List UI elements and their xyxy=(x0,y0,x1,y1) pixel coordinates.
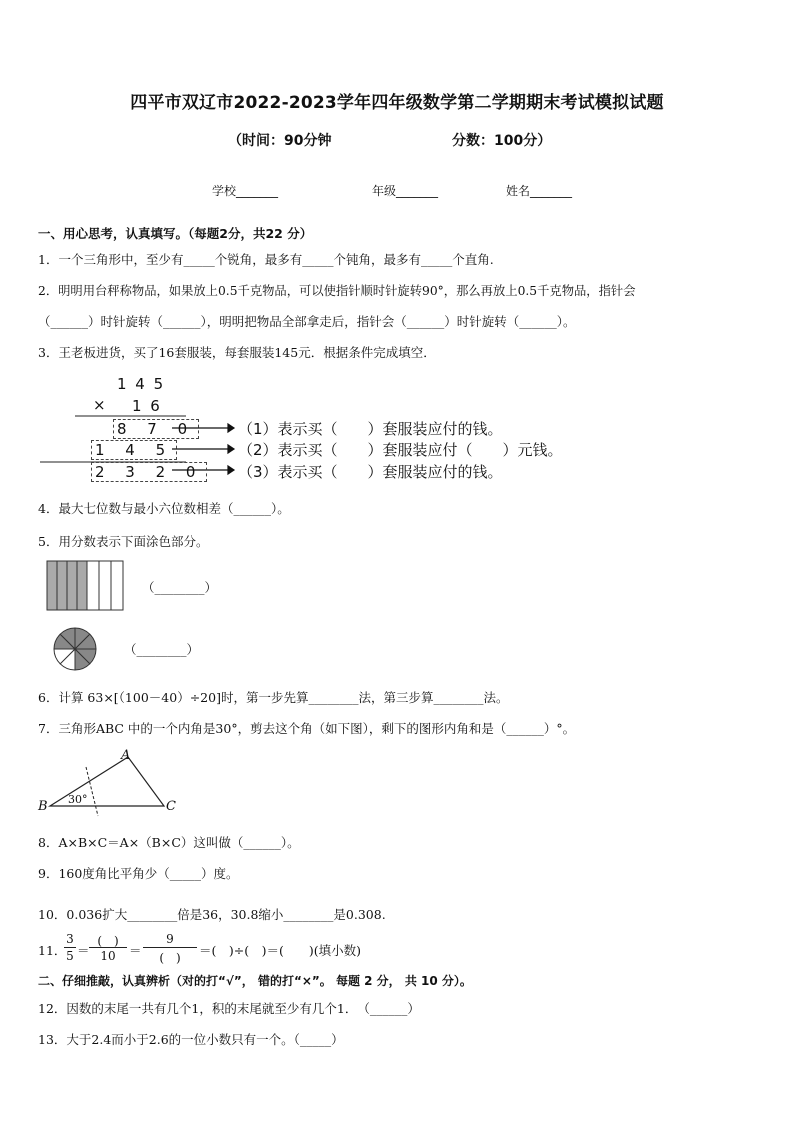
question-5-blank-2[interactable]: （________） xyxy=(124,642,200,657)
mult-note-2: （2）表示买（ ）套服装应付（ ）元钱。 xyxy=(238,441,563,459)
question-5-blank-1[interactable]: （________） xyxy=(142,580,218,595)
page-title: 四平市双辽市2022-2023学年四年级数学第二学期期末考试模拟试题 xyxy=(130,93,664,113)
arrow-2-head xyxy=(228,445,234,453)
mult-row-3: 2 3 2 0 xyxy=(91,462,207,482)
rect-part-2 xyxy=(57,561,67,610)
vertex-a: A xyxy=(121,748,131,763)
rect-part-6 xyxy=(99,561,111,610)
arrow-1-head xyxy=(228,424,234,432)
frac1-num: 3 xyxy=(66,932,74,946)
question-1: 1．一个三角形中，至少有_____个锐角，最多有_____个钝角，最多有_____个直角. xyxy=(38,252,494,267)
question-10: 10．0.036扩大________倍是36，30.8缩小________是0.308. xyxy=(38,907,386,922)
mult-top: 1 4 5 xyxy=(117,375,166,393)
mult-note-3: （3）表示买（ ）套服装应付的钱。 xyxy=(238,463,503,481)
grade-field[interactable]: 年级_______ xyxy=(372,184,439,198)
mult-times: × xyxy=(93,396,106,414)
rect-part-3 xyxy=(67,561,77,610)
exam-score: 分数：100分） xyxy=(452,133,552,149)
frac3-den[interactable]: ( ) xyxy=(159,951,181,965)
question-5: 5．用分数表示下面涂色部分。 xyxy=(38,534,209,549)
question-7: 7．三角形ABC 中的一个内角是30°，剪去这个角（如下图），剩下的图形内角和是（______）°。 xyxy=(38,721,576,736)
question-12: 12．因数的末尾一共有几个1，积的末尾就至少有几个1． （______） xyxy=(38,1001,420,1016)
question-2-line1: 2．明明用台秤称物品，如果放上0.5千克物品，可以使指针顺时针旋转90°，那么再放上0.5千克物品，指针会 xyxy=(38,284,636,298)
mult-second: 1 6 xyxy=(132,397,162,415)
mult-row-1: 8 7 0 xyxy=(113,419,199,439)
arrow-3-head xyxy=(228,466,234,474)
rect-part-1 xyxy=(47,561,57,610)
mult-row-2: 1 4 5 xyxy=(91,440,177,460)
rect-part-4 xyxy=(77,561,87,610)
striped-rectangle xyxy=(46,560,126,612)
vertex-c: C xyxy=(166,799,176,814)
name-field[interactable]: 姓名_______ xyxy=(506,184,573,198)
question-4: 4．最大七位数与最小六位数相差（______）。 xyxy=(38,501,290,516)
eq-2: ＝ xyxy=(129,943,142,958)
exam-time: （时间：90分钟 xyxy=(228,133,332,149)
question-8: 8．A×B×C＝A×（B×C）这叫做（______）。 xyxy=(38,835,300,850)
school-field[interactable]: 学校_______ xyxy=(212,184,279,198)
mult-note-1: （1）表示买（ ）套服装应付的钱。 xyxy=(238,420,503,438)
question-11-label: 11． xyxy=(38,943,67,958)
question-13: 13．大于2.4而小于2.6的一位小数只有一个。（_____） xyxy=(38,1032,344,1047)
frac3-num: 9 xyxy=(166,932,174,946)
shaded-circle xyxy=(52,626,100,672)
question-6: 6．计算 63×[（100－40）÷20]时，第一步先算________法，第三步算________法。 xyxy=(38,690,509,705)
question-2-line2: （______）时针旋转（______），明明把物品全部拿走后，指针会（______）时针旋转（______）。 xyxy=(38,314,576,329)
rect-part-7 xyxy=(111,561,123,610)
eq-1: ＝ xyxy=(77,943,90,958)
question-11-rest: ＝( )÷( )＝( )(填小数) xyxy=(199,943,361,958)
question-9: 9．160度角比平角少（_____）度。 xyxy=(38,866,239,881)
cut-line xyxy=(86,767,98,816)
rect-part-5 xyxy=(87,561,99,610)
question-3: 3．王老板进货，买了16套服装，每套服装145元．根据条件完成填空． xyxy=(38,345,436,360)
angle-label: 30° xyxy=(68,793,88,806)
frac2-num[interactable]: ( ) xyxy=(97,934,119,948)
section-2-heading: 二、仔细推敲，认真辨析（对的打“√”， 错的打“×”。 每题 2 分， 共 10 分）。 xyxy=(38,974,472,988)
frac1-den: 5 xyxy=(66,949,74,963)
frac2-den: 10 xyxy=(100,949,116,963)
section-1-heading: 一、用心思考，认真填写。（每题2分，共22 分） xyxy=(38,226,313,241)
vertex-b: B xyxy=(38,799,48,814)
